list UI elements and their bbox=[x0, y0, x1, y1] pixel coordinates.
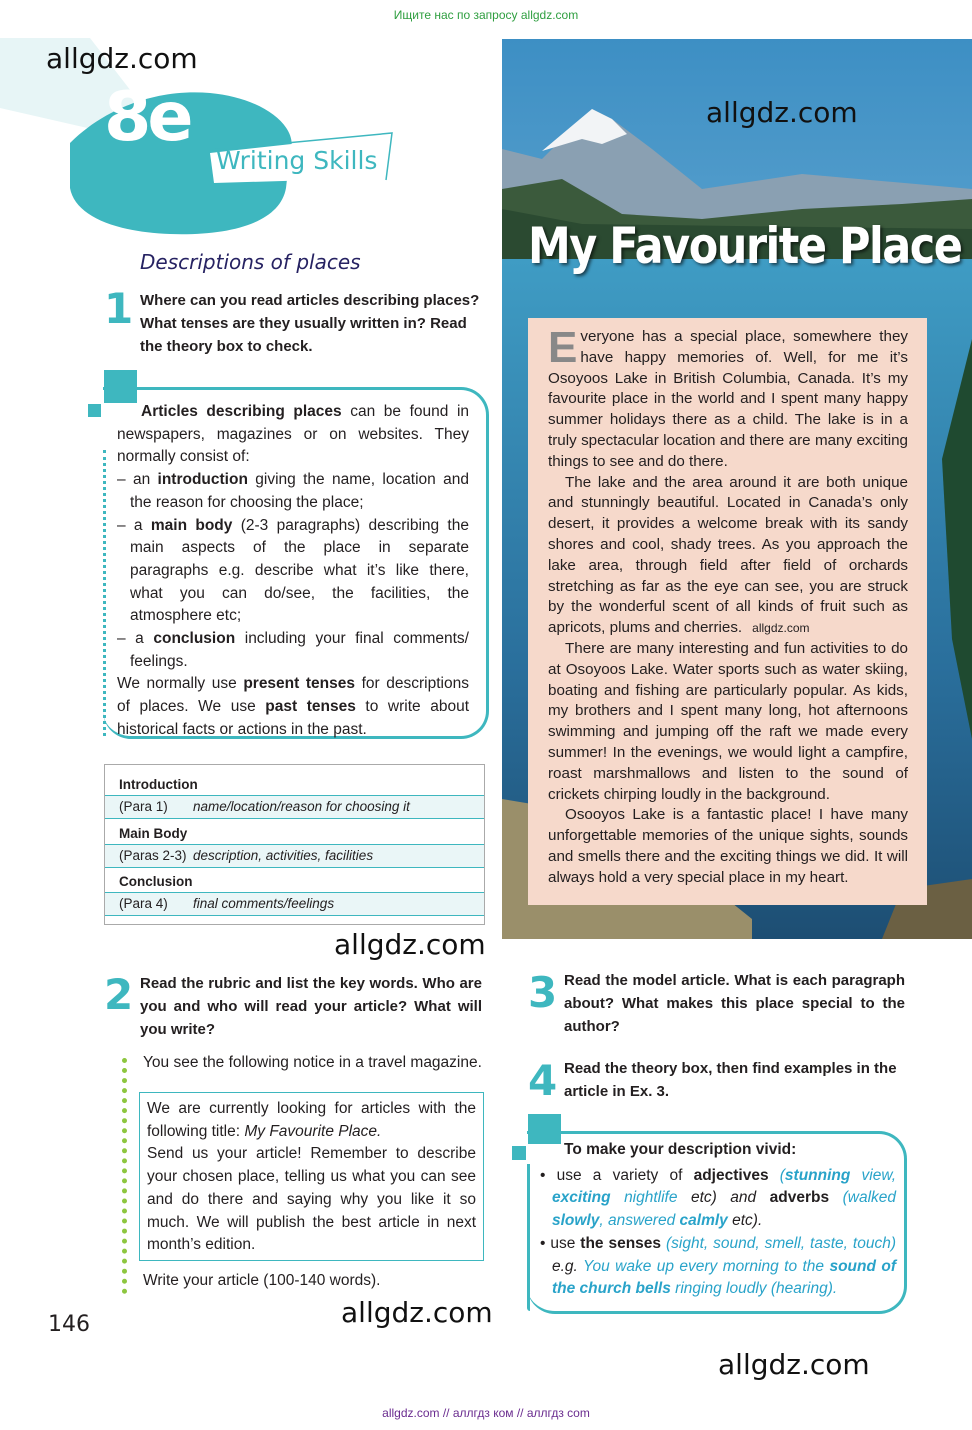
watermark: allgdz.com bbox=[341, 1296, 493, 1329]
task-1-text: Where can you read articles describing places? What tenses are they usually written in? Read the theory box to check. bbox=[140, 292, 480, 355]
plan-table bbox=[104, 764, 485, 925]
vivid-text: To make your description vivid: • use a variety of adjectives (stunning view, exciting nightlife etc) and adverbs (walked slowly, answered calmly etc). • use the senses (sight, sound, smell, taste, touch) e.g. You wake up every morning to the sound of the church bells ringing loudly (hearing). bbox=[540, 1141, 897, 1298]
rubric-dotted-line bbox=[122, 1058, 127, 1294]
task-number: 1 bbox=[104, 284, 134, 333]
plan-row: (Para 4) final comments/feelings bbox=[105, 892, 484, 916]
article-title: My Favourite Place bbox=[528, 218, 962, 276]
plan-heading: Introduction bbox=[119, 777, 198, 792]
watermark: allgdz.com bbox=[46, 42, 198, 75]
theory-box-small-square bbox=[88, 404, 101, 417]
watermark: allgdz.com bbox=[718, 1348, 870, 1381]
vivid-box-small-square bbox=[512, 1146, 526, 1160]
theory-term: Articles describing places bbox=[141, 403, 342, 420]
notice-box: We are currently looking for articles with the following title: My Favourite Place. Send us your article! Remember to describe your chosen place, telling us what you can see and do there and saying why you like it so much. We will publish the best article in next month’s edition. bbox=[139, 1092, 484, 1261]
drop-cap: E bbox=[548, 323, 578, 372]
vivid-heading: To make your description vivid: bbox=[564, 1141, 797, 1158]
plan-row: (Paras 2-3) description, activities, facilities bbox=[105, 844, 484, 868]
top-note[interactable]: Ищите нас по запросу allgdz.com bbox=[393, 8, 579, 22]
theory-text: Articles describing places can be found in newspapers, magazines or on websites. They normally consist of: – an introduction giving the name, location and the reason for choosing the place; – a main body (2-3 paragraphs) describing the main aspects of the place in separate paragraphs e.g. describe what it’s like there, what you can do/see, the facilities, the atmosphere etc; – a conclusion including your final comments/ feelings. We normally use present tenses for descriptions of places. We use past tenses to write about historical facts or actions in the past. bbox=[117, 403, 470, 738]
bottom-note[interactable]: allgdz.com // аллгдз ком // аллгдз com bbox=[382, 1406, 590, 1420]
task-number: 3 bbox=[528, 968, 558, 1017]
model-article: Everyone has a special place, somewhere they have happy memories of. Well, for me it’s Osoyoos Lake in British Columbia, Canada. It’s my favourite place in the world and I spent many happy summer holidays there as a child. The lake is in a truly spectacular location and there are many exciting things to see and do there. The lake and the area around it are both unique and stunningly beautiful. Located in Canada’s only desert, it provides a welcome break with its sandy shores and cool, shady trees. As you approach the lake area, through field after field of orchards stretching as far as the eye can see, you are struck by the wonderful scent of all kinds of fruit such as apricots, plums and cherries. allgdz.com There are many interesting and fun activities to do at Osoyoos Lake. Water sports such as water skiing, boating and fishing are particularly popular. As kids, my brothers and I spent many long, hot afternoons swimming and jumping off the raft we made every summer! In the evenings, we would light a campfire, roast marshmallows and listen to the sound of crickets chirping loudly in the background. Osooyos Lake is a fantastic place! I have many unforgettable memories of the unique sights, sounds and smells there and the exciting things we did. It will always hold a very special place in my heart. bbox=[528, 318, 927, 905]
unit-number: 8e bbox=[104, 78, 190, 157]
task-2-text: Read the rubric and list the key words. Who are you and who will read your article? What will you write? bbox=[140, 975, 482, 1038]
plan-row: (Para 1) name/location/reason for choosing it bbox=[105, 795, 484, 819]
task-3-text: Read the model article. What is each paragraph about? What makes this place special to the author? bbox=[564, 972, 905, 1035]
watermark: allgdz.com bbox=[706, 96, 858, 129]
watermark: allgdz.com bbox=[334, 928, 486, 961]
plan-heading: Main Body bbox=[119, 826, 188, 841]
task-number: 2 bbox=[104, 970, 134, 1019]
task-4-text: Read the theory box, then find examples in the article in Ex. 3. bbox=[564, 1060, 897, 1100]
write-instruction: Write your article (100-140 words). bbox=[143, 1272, 381, 1289]
unit-title: Writing Skills bbox=[216, 146, 378, 175]
rubric-intro: You see the following notice in a travel magazine. bbox=[143, 1054, 482, 1071]
section-heading: Descriptions of places bbox=[140, 250, 361, 274]
task-number: 4 bbox=[528, 1056, 558, 1105]
page-number: 146 bbox=[48, 1312, 90, 1337]
watermark-small: allgdz.com bbox=[752, 621, 810, 636]
plan-heading: Conclusion bbox=[119, 874, 193, 889]
